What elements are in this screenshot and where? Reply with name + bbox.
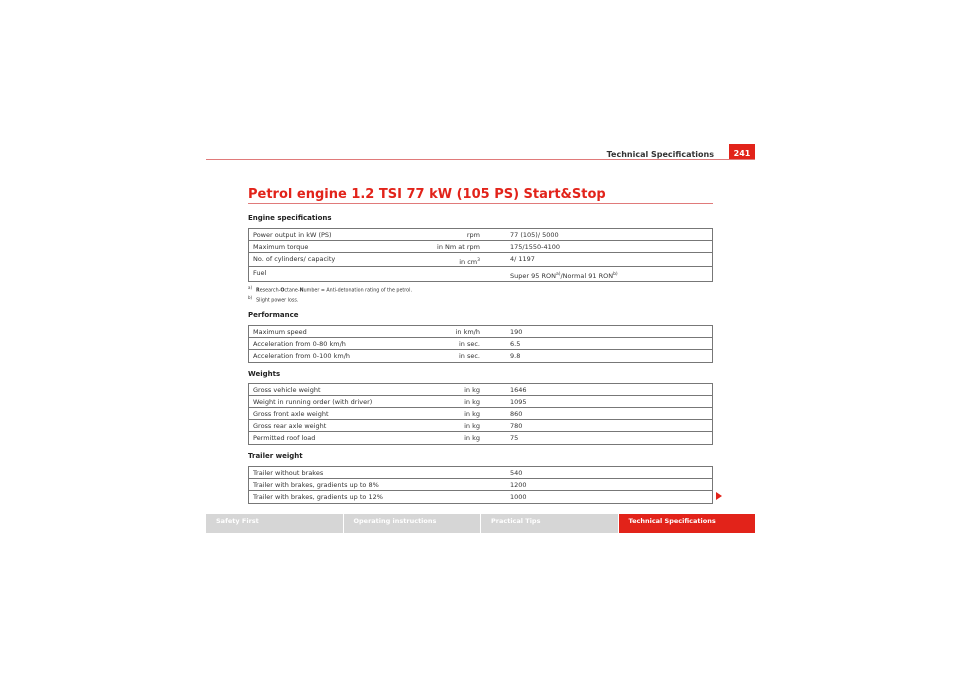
row-label: Trailer without brakes bbox=[253, 469, 324, 477]
row-label: No. of cylinders/ capacity bbox=[253, 255, 336, 263]
table-row bbox=[249, 467, 712, 479]
trailer-weight-table bbox=[248, 466, 713, 504]
next-page-arrow-icon[interactable] bbox=[716, 492, 722, 500]
footer-nav bbox=[206, 514, 755, 533]
footnote-initial: O bbox=[280, 288, 285, 294]
fuel-text-alt: /Normal 91 RON bbox=[560, 272, 614, 280]
table-row bbox=[249, 338, 712, 350]
row-label: Maximum speed bbox=[253, 328, 307, 336]
performance-heading: Performance bbox=[248, 311, 299, 319]
title-rule bbox=[248, 203, 713, 204]
footnote-mark: a) bbox=[248, 285, 253, 290]
row-value: 860 bbox=[510, 410, 523, 418]
footnote-text: esearch- bbox=[259, 288, 281, 294]
row-value: 1000 bbox=[510, 493, 527, 501]
table-row bbox=[249, 241, 712, 253]
footnote-text: Slight power loss. bbox=[256, 298, 299, 304]
row-unit: in sec. bbox=[458, 352, 480, 360]
table-row bbox=[249, 229, 712, 241]
table-row bbox=[249, 479, 712, 491]
row-label: Fuel bbox=[253, 269, 267, 277]
row-label: Acceleration from 0-80 km/h bbox=[253, 340, 346, 348]
table-row bbox=[249, 408, 712, 420]
header-section-title: Technical Specifications bbox=[606, 150, 714, 159]
unit-superscript: 3 bbox=[477, 257, 480, 263]
row-value: 1646 bbox=[510, 386, 527, 394]
engine-specs-table bbox=[248, 228, 713, 282]
table-row bbox=[249, 384, 712, 396]
row-unit: rpm bbox=[466, 231, 480, 239]
row-label: Maximum torque bbox=[253, 243, 309, 251]
trailer-weight-heading: Trailer weight bbox=[248, 452, 303, 460]
footnote-text: ctane- bbox=[284, 288, 300, 294]
row-value: 190 bbox=[510, 328, 523, 336]
row-unit: in km/h bbox=[455, 328, 480, 336]
footnote-initial: R bbox=[256, 288, 260, 294]
row-value: 780 bbox=[510, 422, 523, 430]
row-value: 540 bbox=[510, 469, 523, 477]
row-label: Power output in kW (PS) bbox=[253, 231, 332, 239]
footnote-mark: b) bbox=[248, 295, 253, 301]
row-value: 4/ 1197 bbox=[510, 255, 535, 263]
table-row bbox=[249, 491, 712, 503]
row-value bbox=[484, 267, 712, 281]
footnote-text: umber = Anti-detonation rating of the petrol. bbox=[303, 288, 412, 294]
row-unit: in kg bbox=[464, 386, 480, 394]
row-unit: in Nm at rpm bbox=[437, 243, 480, 251]
footnote-a bbox=[248, 285, 412, 295]
tab-operating-instructions[interactable]: Operating instructions bbox=[344, 514, 481, 533]
tab-practical-tips[interactable]: Practical Tips bbox=[481, 514, 618, 533]
row-label: Gross vehicle weight bbox=[253, 386, 321, 394]
tab-technical-specifications[interactable]: Technical Specifications bbox=[619, 514, 756, 533]
table-row bbox=[249, 326, 712, 338]
row-label: Permitted roof load bbox=[253, 434, 316, 442]
row-unit: in kg bbox=[464, 398, 480, 406]
row-value: 75 bbox=[510, 434, 519, 442]
row-label: Weight in running order (with driver) bbox=[253, 398, 373, 406]
weights-heading: Weights bbox=[248, 370, 281, 378]
performance-table bbox=[248, 325, 713, 363]
row-unit bbox=[431, 479, 484, 490]
row-value: 77 (105)/ 5000 bbox=[510, 231, 559, 239]
row-unit bbox=[431, 467, 484, 478]
footnote-initial: N bbox=[299, 288, 304, 294]
fuel-text: Super 95 RON bbox=[510, 272, 556, 280]
table-row bbox=[249, 432, 712, 444]
footnotes bbox=[248, 285, 412, 305]
row-label: Gross rear axle weight bbox=[253, 422, 327, 430]
row-label: Gross front axle weight bbox=[253, 410, 329, 418]
footnote-ref: b) bbox=[613, 271, 618, 277]
weights-table bbox=[248, 383, 713, 445]
engine-specs-heading: Engine specifications bbox=[248, 214, 332, 222]
row-label: Acceleration from 0-100 km/h bbox=[253, 352, 351, 360]
row-unit bbox=[431, 491, 484, 503]
table-row bbox=[249, 267, 712, 281]
tab-safety-first[interactable]: Safety First bbox=[206, 514, 343, 533]
row-value: 1200 bbox=[510, 481, 527, 489]
table-row bbox=[249, 420, 712, 432]
row-value: 175/1550-4100 bbox=[510, 243, 561, 251]
table-row bbox=[249, 253, 712, 267]
row-unit bbox=[431, 253, 484, 266]
row-value: 6.5 bbox=[510, 340, 521, 348]
row-unit: in kg bbox=[464, 434, 480, 442]
row-unit bbox=[431, 267, 484, 281]
footnote-ref: a) bbox=[555, 271, 561, 277]
row-unit: in kg bbox=[464, 422, 480, 430]
row-value: 9.8 bbox=[510, 352, 521, 360]
page-number: 241 bbox=[733, 149, 751, 158]
row-label: Trailer with brakes, gradients up to 12% bbox=[253, 493, 383, 501]
row-unit: in kg bbox=[464, 410, 480, 418]
unit-text: in cm bbox=[459, 258, 478, 266]
footnote-b bbox=[248, 295, 412, 305]
row-unit: in sec. bbox=[458, 340, 480, 348]
header-rule bbox=[206, 159, 755, 160]
page-number-badge bbox=[729, 144, 755, 160]
row-value: 1095 bbox=[510, 398, 527, 406]
table-row bbox=[249, 350, 712, 362]
table-row bbox=[249, 396, 712, 408]
row-label: Trailer with brakes, gradients up to 8% bbox=[253, 481, 379, 489]
page-title: Petrol engine 1.2 TSI 77 kW (105 PS) Start&Stop bbox=[248, 187, 606, 202]
